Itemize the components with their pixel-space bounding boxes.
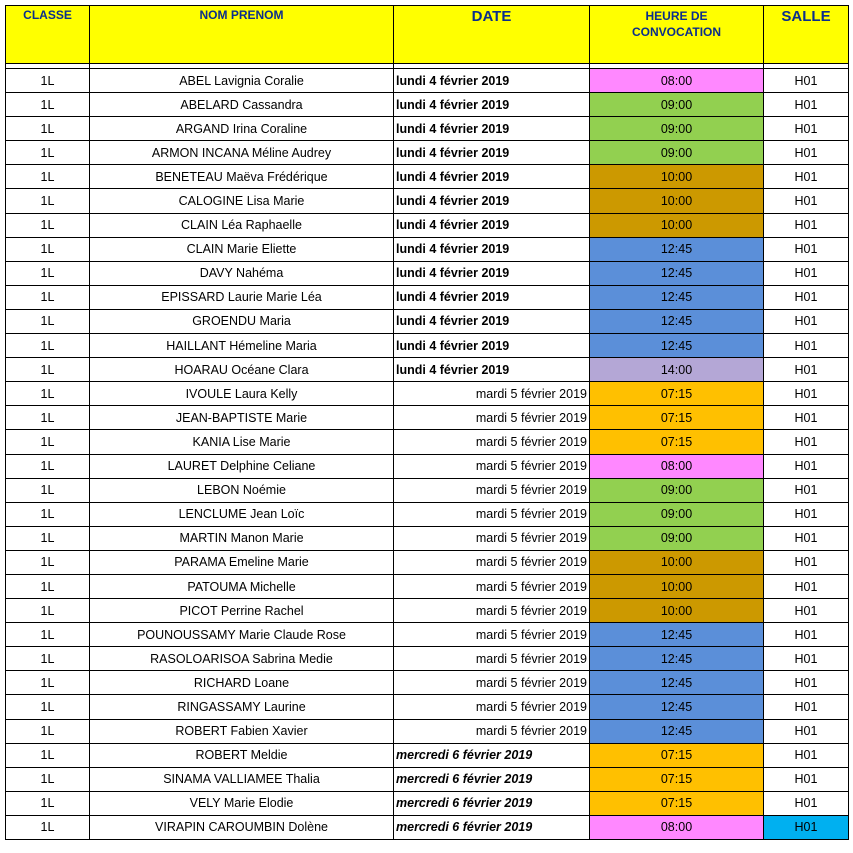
cell-date: lundi 4 février 2019 [394, 93, 590, 117]
cell-classe: 1L [6, 815, 90, 839]
cell-nom-prenom: HOARAU Océane Clara [90, 358, 394, 382]
table-row [6, 599, 849, 623]
cell-classe: 1L [6, 791, 90, 815]
cell-classe: 1L [6, 623, 90, 647]
cell-nom-prenom: LEBON Noémie [90, 478, 394, 502]
cell-nom-prenom: CLAIN Marie Eliette [90, 237, 394, 261]
cell-heure: 10:00 [590, 189, 764, 213]
cell-nom-prenom: LAURET Delphine Celiane [90, 454, 394, 478]
cell-salle: H01 [764, 767, 849, 791]
cell-heure: 09:00 [590, 117, 764, 141]
cell-heure: 12:45 [590, 285, 764, 309]
cell-heure: 07:15 [590, 382, 764, 406]
cell-nom-prenom: HAILLANT Hémeline Maria [90, 334, 394, 358]
cell-nom-prenom: EPISSARD Laurie Marie Léa [90, 285, 394, 309]
cell-classe: 1L [6, 334, 90, 358]
cell-nom-prenom: PICOT Perrine Rachel [90, 599, 394, 623]
cell-heure: 12:45 [590, 647, 764, 671]
table-row [6, 743, 849, 767]
header-classe: CLASSE [6, 6, 90, 64]
cell-date: mardi 5 février 2019 [394, 623, 590, 647]
cell-heure: 10:00 [590, 165, 764, 189]
cell-date: mardi 5 février 2019 [394, 671, 590, 695]
header-nom-prenom: NOM PRENOM [90, 6, 394, 64]
cell-salle: H01 [764, 358, 849, 382]
cell-nom-prenom: ARMON INCANA Méline Audrey [90, 141, 394, 165]
cell-date: lundi 4 février 2019 [394, 309, 590, 333]
cell-date: lundi 4 février 2019 [394, 358, 590, 382]
table-row [6, 117, 849, 141]
cell-nom-prenom: CALOGINE Lisa Marie [90, 189, 394, 213]
cell-date: mardi 5 février 2019 [394, 454, 590, 478]
cell-salle: H01 [764, 237, 849, 261]
table-row [6, 767, 849, 791]
cell-heure: 12:45 [590, 334, 764, 358]
table-row [6, 358, 849, 382]
cell-heure: 12:45 [590, 695, 764, 719]
table-row [6, 93, 849, 117]
cell-salle: H01 [764, 478, 849, 502]
cell-salle: H01 [764, 599, 849, 623]
cell-salle: H01 [764, 69, 849, 93]
cell-nom-prenom: SINAMA VALLIAMEE Thalia [90, 767, 394, 791]
header-date: DATE [394, 6, 590, 64]
cell-nom-prenom: KANIA Lise Marie [90, 430, 394, 454]
cell-heure: 09:00 [590, 478, 764, 502]
table-row [6, 285, 849, 309]
cell-classe: 1L [6, 719, 90, 743]
table-row [6, 334, 849, 358]
cell-salle: H01 [764, 285, 849, 309]
cell-nom-prenom: POUNOUSSAMY Marie Claude Rose [90, 623, 394, 647]
table-body [6, 69, 849, 840]
cell-classe: 1L [6, 261, 90, 285]
cell-date: mardi 5 février 2019 [394, 526, 590, 550]
cell-nom-prenom: ROBERT Fabien Xavier [90, 719, 394, 743]
convocation-table [5, 5, 849, 840]
cell-nom-prenom: IVOULE Laura Kelly [90, 382, 394, 406]
table-row [6, 502, 849, 526]
table-row [6, 237, 849, 261]
cell-salle: H01 [764, 743, 849, 767]
cell-nom-prenom: ABEL Lavignia Coralie [90, 69, 394, 93]
cell-heure: 09:00 [590, 502, 764, 526]
cell-nom-prenom: CLAIN Léa Raphaelle [90, 213, 394, 237]
cell-heure: 08:00 [590, 454, 764, 478]
table-row [6, 815, 849, 839]
cell-salle: H01 [764, 430, 849, 454]
table-row [6, 623, 849, 647]
cell-date: mardi 5 février 2019 [394, 406, 590, 430]
cell-classe: 1L [6, 647, 90, 671]
cell-nom-prenom: RINGASSAMY Laurine [90, 695, 394, 719]
cell-classe: 1L [6, 189, 90, 213]
cell-classe: 1L [6, 285, 90, 309]
cell-salle: H01 [764, 647, 849, 671]
cell-heure: 08:00 [590, 815, 764, 839]
table-row [6, 719, 849, 743]
cell-nom-prenom: DAVY Nahéma [90, 261, 394, 285]
cell-nom-prenom: ARGAND Irina Coraline [90, 117, 394, 141]
cell-classe: 1L [6, 213, 90, 237]
cell-salle: H01 [764, 454, 849, 478]
cell-date: mardi 5 février 2019 [394, 478, 590, 502]
cell-classe: 1L [6, 309, 90, 333]
cell-date: mardi 5 février 2019 [394, 574, 590, 598]
cell-nom-prenom: RICHARD Loane [90, 671, 394, 695]
table-row [6, 141, 849, 165]
cell-classe: 1L [6, 237, 90, 261]
cell-salle: H01 [764, 117, 849, 141]
cell-classe: 1L [6, 767, 90, 791]
table-row [6, 647, 849, 671]
cell-salle: H01 [764, 261, 849, 285]
cell-date: mardi 5 février 2019 [394, 647, 590, 671]
cell-heure: 07:15 [590, 767, 764, 791]
cell-date: mardi 5 février 2019 [394, 599, 590, 623]
table-row [6, 574, 849, 598]
cell-date: lundi 4 février 2019 [394, 237, 590, 261]
cell-salle: H01 [764, 791, 849, 815]
cell-classe: 1L [6, 454, 90, 478]
cell-salle: H01 [764, 526, 849, 550]
header-heure-line2: CONVOCATION [631, 25, 722, 39]
cell-heure: 12:45 [590, 237, 764, 261]
cell-classe: 1L [6, 406, 90, 430]
cell-classe: 1L [6, 382, 90, 406]
cell-salle: H01 [764, 574, 849, 598]
cell-classe: 1L [6, 141, 90, 165]
cell-salle: H01 [764, 815, 849, 839]
cell-nom-prenom: PARAMA Emeline Marie [90, 550, 394, 574]
cell-salle: H01 [764, 502, 849, 526]
cell-heure: 12:45 [590, 671, 764, 695]
cell-heure: 12:45 [590, 623, 764, 647]
cell-heure: 07:15 [590, 791, 764, 815]
cell-classe: 1L [6, 502, 90, 526]
cell-salle: H01 [764, 93, 849, 117]
cell-date: lundi 4 février 2019 [394, 213, 590, 237]
cell-salle: H01 [764, 623, 849, 647]
cell-heure: 07:15 [590, 743, 764, 767]
cell-salle: H01 [764, 165, 849, 189]
table-row [6, 791, 849, 815]
table-row [6, 69, 849, 93]
cell-heure: 09:00 [590, 93, 764, 117]
cell-salle: H01 [764, 719, 849, 743]
table-header [6, 6, 849, 69]
cell-date: lundi 4 février 2019 [394, 69, 590, 93]
table-row [6, 382, 849, 406]
cell-nom-prenom: BENETEAU Maëva Frédérique [90, 165, 394, 189]
cell-nom-prenom: GROENDU Maria [90, 309, 394, 333]
cell-classe: 1L [6, 93, 90, 117]
table-row [6, 189, 849, 213]
cell-classe: 1L [6, 599, 90, 623]
cell-nom-prenom: PATOUMA Michelle [90, 574, 394, 598]
cell-classe: 1L [6, 550, 90, 574]
cell-classe: 1L [6, 574, 90, 598]
cell-heure: 12:45 [590, 309, 764, 333]
cell-heure: 09:00 [590, 526, 764, 550]
cell-salle: H01 [764, 695, 849, 719]
cell-date: mardi 5 février 2019 [394, 550, 590, 574]
cell-heure: 08:00 [590, 69, 764, 93]
header-heure-line1: HEURE DE [645, 9, 708, 23]
cell-heure: 14:00 [590, 358, 764, 382]
table-row [6, 454, 849, 478]
cell-date: lundi 4 février 2019 [394, 189, 590, 213]
cell-date: mardi 5 février 2019 [394, 382, 590, 406]
cell-salle: H01 [764, 141, 849, 165]
cell-date: mercredi 6 février 2019 [394, 815, 590, 839]
cell-nom-prenom: VELY Marie Elodie [90, 791, 394, 815]
cell-date: mardi 5 février 2019 [394, 430, 590, 454]
cell-heure: 10:00 [590, 213, 764, 237]
cell-date: mercredi 6 février 2019 [394, 791, 590, 815]
cell-classe: 1L [6, 165, 90, 189]
cell-classe: 1L [6, 671, 90, 695]
cell-date: mardi 5 février 2019 [394, 695, 590, 719]
table-row [6, 526, 849, 550]
table-row [6, 309, 849, 333]
table-row [6, 406, 849, 430]
table-row [6, 478, 849, 502]
cell-salle: H01 [764, 309, 849, 333]
cell-nom-prenom: MARTIN Manon Marie [90, 526, 394, 550]
cell-heure: 07:15 [590, 430, 764, 454]
cell-classe: 1L [6, 358, 90, 382]
cell-date: mercredi 6 février 2019 [394, 767, 590, 791]
cell-classe: 1L [6, 478, 90, 502]
cell-date: lundi 4 février 2019 [394, 117, 590, 141]
cell-date: lundi 4 février 2019 [394, 261, 590, 285]
cell-classe: 1L [6, 117, 90, 141]
cell-date: lundi 4 février 2019 [394, 334, 590, 358]
table-row [6, 165, 849, 189]
cell-heure: 10:00 [590, 550, 764, 574]
cell-heure: 12:45 [590, 719, 764, 743]
cell-salle: H01 [764, 334, 849, 358]
cell-heure: 10:00 [590, 574, 764, 598]
cell-nom-prenom: RASOLOARISOA Sabrina Medie [90, 647, 394, 671]
cell-salle: H01 [764, 382, 849, 406]
cell-classe: 1L [6, 526, 90, 550]
cell-nom-prenom: JEAN-BAPTISTE Marie [90, 406, 394, 430]
table-row [6, 261, 849, 285]
table-row [6, 430, 849, 454]
cell-heure: 10:00 [590, 599, 764, 623]
cell-heure: 07:15 [590, 406, 764, 430]
cell-salle: H01 [764, 189, 849, 213]
table-row [6, 671, 849, 695]
cell-date: mardi 5 février 2019 [394, 502, 590, 526]
cell-classe: 1L [6, 743, 90, 767]
cell-nom-prenom: VIRAPIN CAROUMBIN Dolène [90, 815, 394, 839]
cell-date: lundi 4 février 2019 [394, 165, 590, 189]
cell-salle: H01 [764, 550, 849, 574]
header-heure-convocation [590, 6, 764, 64]
cell-classe: 1L [6, 695, 90, 719]
header-salle: SALLE [764, 6, 849, 64]
cell-salle: H01 [764, 213, 849, 237]
cell-classe: 1L [6, 69, 90, 93]
cell-date: lundi 4 février 2019 [394, 285, 590, 309]
cell-heure: 09:00 [590, 141, 764, 165]
cell-date: mercredi 6 février 2019 [394, 743, 590, 767]
cell-heure: 12:45 [590, 261, 764, 285]
cell-nom-prenom: ROBERT Meldie [90, 743, 394, 767]
table-row [6, 695, 849, 719]
cell-date: lundi 4 février 2019 [394, 141, 590, 165]
table-row [6, 213, 849, 237]
cell-salle: H01 [764, 406, 849, 430]
cell-salle: H01 [764, 671, 849, 695]
cell-nom-prenom: ABELARD Cassandra [90, 93, 394, 117]
cell-classe: 1L [6, 430, 90, 454]
cell-nom-prenom: LENCLUME Jean Loïc [90, 502, 394, 526]
table-row [6, 550, 849, 574]
cell-date: mardi 5 février 2019 [394, 719, 590, 743]
